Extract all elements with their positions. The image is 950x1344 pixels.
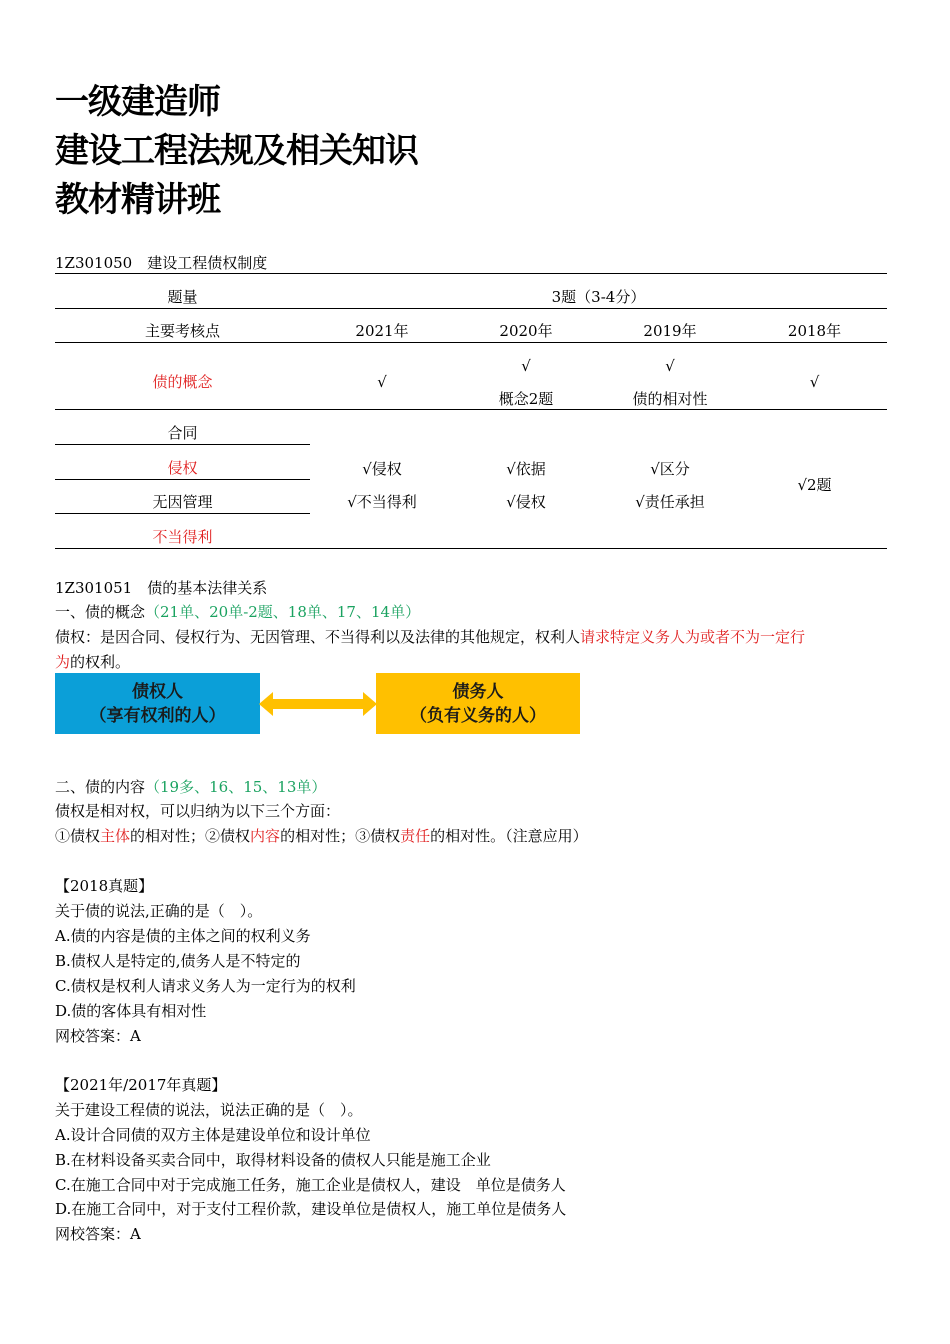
check-2020-concept: √ xyxy=(521,357,531,375)
topic-debt-concept: 债的概念 xyxy=(152,373,213,391)
title-line-1: 一级建造师 xyxy=(55,82,220,122)
topic-tort: 侵权 xyxy=(167,459,198,477)
table-rule xyxy=(55,308,887,309)
topic-contract: 合同 xyxy=(167,424,198,442)
title-line-2: 建设工程法规及相关知识 xyxy=(55,131,418,171)
q2-option-b: B.在材料设备买卖合同中，取得材料设备的债权人只能是施工企业 xyxy=(55,1151,491,1169)
creditor-desc: （享有权利的人） xyxy=(89,706,226,726)
concept-heading-note: （21单、20单-2题、18单、17、14单） xyxy=(145,603,421,621)
point-text: 的相对性；②债权 xyxy=(130,827,251,845)
q2-stem: 关于建设工程债的说法，说法正确的是（ ）。 xyxy=(55,1101,363,1119)
check-2018-two: √2题 xyxy=(797,476,832,494)
point-highlight: 责任 xyxy=(400,827,431,845)
q1-tag: 【2018真题】 xyxy=(55,877,154,895)
creditor-box xyxy=(55,673,260,734)
q2-tag: 【2021年/2017年真题】 xyxy=(55,1076,227,1094)
concept-heading-text: 一、债的概念 xyxy=(55,603,146,621)
debtor-label: 债务人 xyxy=(452,682,504,702)
debtor-box xyxy=(376,673,580,734)
check-2019-liability: √责任承担 xyxy=(635,493,705,511)
note-2019-concept: 债的相对性 xyxy=(632,390,708,408)
creditor-label: 债权人 xyxy=(132,682,183,702)
table-rule-sub xyxy=(55,479,310,480)
q2-option-c: C.在施工合同中对于完成施工任务，施工企业是债权人，建设 单位是债务人 xyxy=(55,1176,566,1194)
year-2021: 2021年 xyxy=(355,322,409,340)
check-2020-basis: √依据 xyxy=(506,460,546,478)
definition-highlight-end: 为 xyxy=(55,653,71,671)
double-arrow-icon xyxy=(259,690,377,718)
table-rule xyxy=(55,342,887,343)
table-rule-top xyxy=(55,273,887,274)
definition-text-end: 的权利。 xyxy=(70,653,131,671)
q2-answer: 网校答案：A xyxy=(55,1225,141,1243)
debtor-desc: （负有义务的人） xyxy=(410,706,546,726)
concept-definition-line1 xyxy=(55,627,805,647)
concept-heading xyxy=(55,602,420,622)
year-2020: 2020年 xyxy=(499,322,553,340)
topic-negotiorum-gestio: 无因管理 xyxy=(152,493,213,511)
point-text: 的相对性。（注意应用） xyxy=(430,827,588,845)
point-highlight: 主体 xyxy=(100,827,131,845)
table-rule xyxy=(55,409,887,410)
table-rule-sub xyxy=(55,444,310,445)
definition-highlight: 请求特定义务人为或者不为一定行 xyxy=(580,628,806,646)
point-text: 的相对性；③债权 xyxy=(280,827,401,845)
content-heading-note: （19多、16、15、13单） xyxy=(145,778,327,796)
point-highlight: 内容 xyxy=(250,827,281,845)
note-2020-concept: 概念2题 xyxy=(498,390,554,408)
q2-option-d: D.在施工合同中，对于支付工程价款，建设单位是债权人，施工单位是债务人 xyxy=(55,1200,567,1218)
content-points xyxy=(55,826,588,846)
sub-section-title: 1Z301051 债的基本法律关系 xyxy=(55,579,268,597)
check-2019-distinguish: √区分 xyxy=(650,460,690,478)
year-2018: 2018年 xyxy=(787,322,842,340)
concept-definition-line2 xyxy=(55,652,130,672)
topic-unjust-enrichment: 不当得利 xyxy=(152,528,213,546)
row-label-points: 主要考核点 xyxy=(144,322,220,340)
question-count: 3题（3-4分） xyxy=(551,288,646,306)
q2-option-a: A.设计合同债的双方主体是建设单位和设计单位 xyxy=(55,1126,371,1144)
q1-answer: 网校答案：A xyxy=(55,1027,141,1045)
definition-text: 债权：是因合同、侵权行为、无因管理、不当得利以及法律的其他规定，权利人 xyxy=(55,628,581,646)
row-label-count: 题量 xyxy=(167,288,198,306)
section-title: 1Z301050 建设工程债权制度 xyxy=(55,254,268,272)
title-line-3: 教材精讲班 xyxy=(55,180,220,220)
table-rule-bottom xyxy=(55,548,887,549)
q1-stem: 关于债的说法,正确的是（ ）。 xyxy=(55,902,263,920)
check-2019-concept: √ xyxy=(665,357,675,375)
q1-option-a: A.债的内容是债的主体之间的权利义务 xyxy=(55,927,311,945)
point-text: ①债权 xyxy=(55,827,101,845)
year-2019: 2019年 xyxy=(643,322,697,340)
q1-option-b: B.债权人是特定的,债务人是不特定的 xyxy=(55,952,301,970)
check-2021-unjust: √不当得利 xyxy=(347,493,417,511)
check-2021-tort: √侵权 xyxy=(362,460,402,478)
check-2021-concept: √ xyxy=(377,373,387,391)
q1-option-d: D.债的客体具有相对性 xyxy=(55,1002,207,1020)
content-heading xyxy=(55,777,326,797)
check-2020-tort: √侵权 xyxy=(506,493,546,511)
content-intro: 债权是相对权，可以归纳为以下三个方面： xyxy=(55,802,341,820)
content-heading-text: 二、债的内容 xyxy=(55,778,146,796)
table-rule-sub xyxy=(55,513,310,514)
q1-option-c: C.债权是权利人请求义务人为一定行为的权利 xyxy=(55,977,356,995)
check-2018-concept: √ xyxy=(809,373,820,391)
